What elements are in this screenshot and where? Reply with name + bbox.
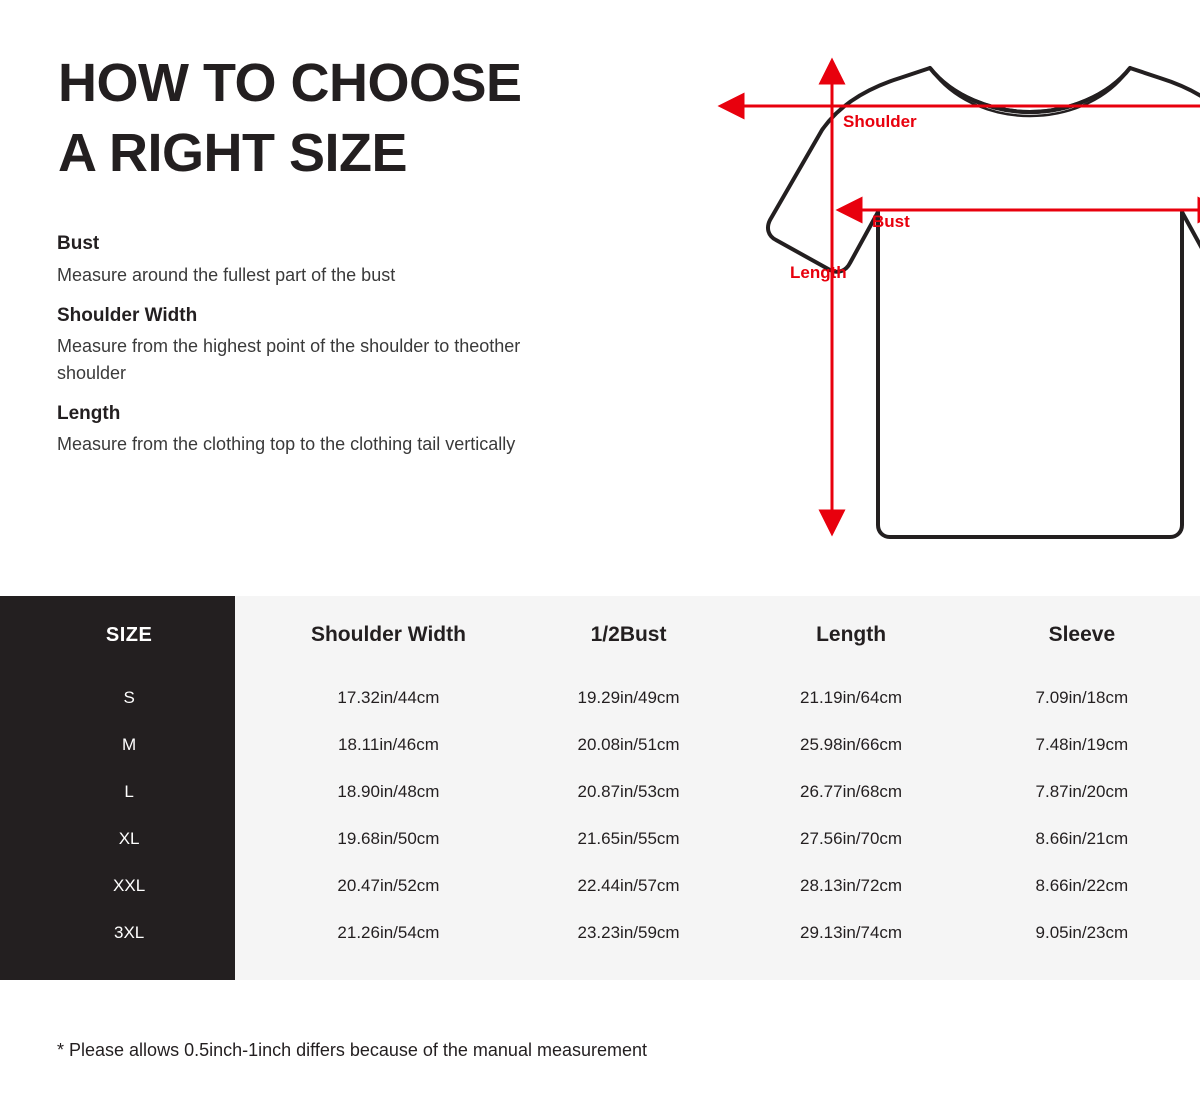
shoulder-dimension-label: Shoulder (843, 112, 917, 131)
cell-bust: 22.44in/57cm (577, 875, 680, 895)
table-row (0, 909, 1200, 956)
cell-shoulder: 18.11in/46cm (338, 734, 439, 754)
cell-bust: 23.23in/59cm (577, 922, 680, 942)
table-header-row (0, 596, 1200, 674)
cell-sleeve: 8.66in/21cm (1035, 828, 1129, 848)
length-dimension-label: Length (790, 263, 847, 282)
definition-shoulder-width-description: Measure from the highest point of the shoulder to theother shoulder (57, 336, 521, 383)
cell-length: 26.77in/68cm (800, 781, 903, 801)
column-header-sleeve: Sleeve (1048, 623, 1116, 646)
size-chart-table (0, 596, 1200, 980)
cell-length: 28.13in/72cm (800, 875, 903, 895)
cell-size: XL (118, 828, 140, 848)
cell-length: 25.98in/66cm (800, 734, 903, 754)
cell-bust: 19.29in/49cm (577, 687, 680, 707)
bust-dimension-label: Bust (872, 212, 910, 231)
table-body (0, 674, 1200, 956)
table-row (0, 815, 1200, 862)
table-row (0, 862, 1200, 909)
cell-sleeve: 7.09in/18cm (1035, 687, 1129, 707)
cell-bust: 20.08in/51cm (577, 734, 680, 754)
page-title (58, 48, 618, 188)
definition-bust-description: Measure around the fullest part of the bust (57, 264, 396, 285)
table-row (0, 674, 1200, 721)
tshirt-measurement-diagram (600, 20, 1200, 590)
page-title-line-2: A RIGHT SIZE (58, 123, 408, 184)
definition-length-description: Measure from the clothing top to the clothing tail vertically (57, 434, 516, 455)
cell-sleeve: 9.05in/23cm (1035, 922, 1129, 942)
column-header-shoulder-width: Shoulder Width (310, 623, 466, 646)
cell-size: M (122, 734, 137, 754)
cell-shoulder: 20.47in/52cm (337, 875, 440, 895)
cell-sleeve: 7.87in/20cm (1035, 781, 1129, 801)
cell-size: L (124, 781, 134, 801)
measurement-disclaimer: * Please allows 0.5inch-1inch differs because of the manual measurement (57, 1040, 648, 1060)
cell-length: 29.13in/74cm (800, 922, 903, 942)
cell-shoulder: 18.90in/48cm (337, 781, 440, 801)
cell-length: 21.19in/64cm (800, 687, 903, 707)
cell-size: S (123, 687, 135, 707)
column-header-half-bust: 1/2Bust (590, 623, 667, 646)
column-header-length: Length (816, 623, 887, 646)
cell-size: XXL (113, 875, 146, 895)
cell-size: 3XL (113, 922, 145, 942)
measurements-table (0, 596, 1200, 956)
definition-shoulder-width-term: Shoulder Width (57, 304, 198, 326)
cell-sleeve: 8.66in/22cm (1035, 875, 1129, 895)
tshirt-illustration-svg (600, 20, 1200, 590)
cell-bust: 20.87in/53cm (577, 781, 680, 801)
table-row (0, 721, 1200, 768)
definition-length (57, 402, 577, 458)
definition-length-term: Length (57, 402, 121, 424)
cell-shoulder: 19.68in/50cm (337, 828, 440, 848)
table-row (0, 768, 1200, 815)
table-header (0, 596, 1200, 674)
cell-bust: 21.65in/55cm (577, 828, 680, 848)
cell-length: 27.56in/70cm (800, 828, 903, 848)
definition-shoulder-width (57, 304, 577, 386)
cell-sleeve: 7.48in/19cm (1035, 734, 1129, 754)
column-header-size: SIZE (105, 623, 153, 646)
definition-bust-term: Bust (57, 233, 100, 254)
definition-bust (57, 232, 577, 288)
measurement-definitions (57, 232, 577, 473)
cell-shoulder: 21.26in/54cm (337, 922, 440, 942)
page-title-line-1: HOW TO CHOOSE (58, 53, 522, 113)
cell-shoulder: 17.32in/44cm (337, 687, 440, 707)
